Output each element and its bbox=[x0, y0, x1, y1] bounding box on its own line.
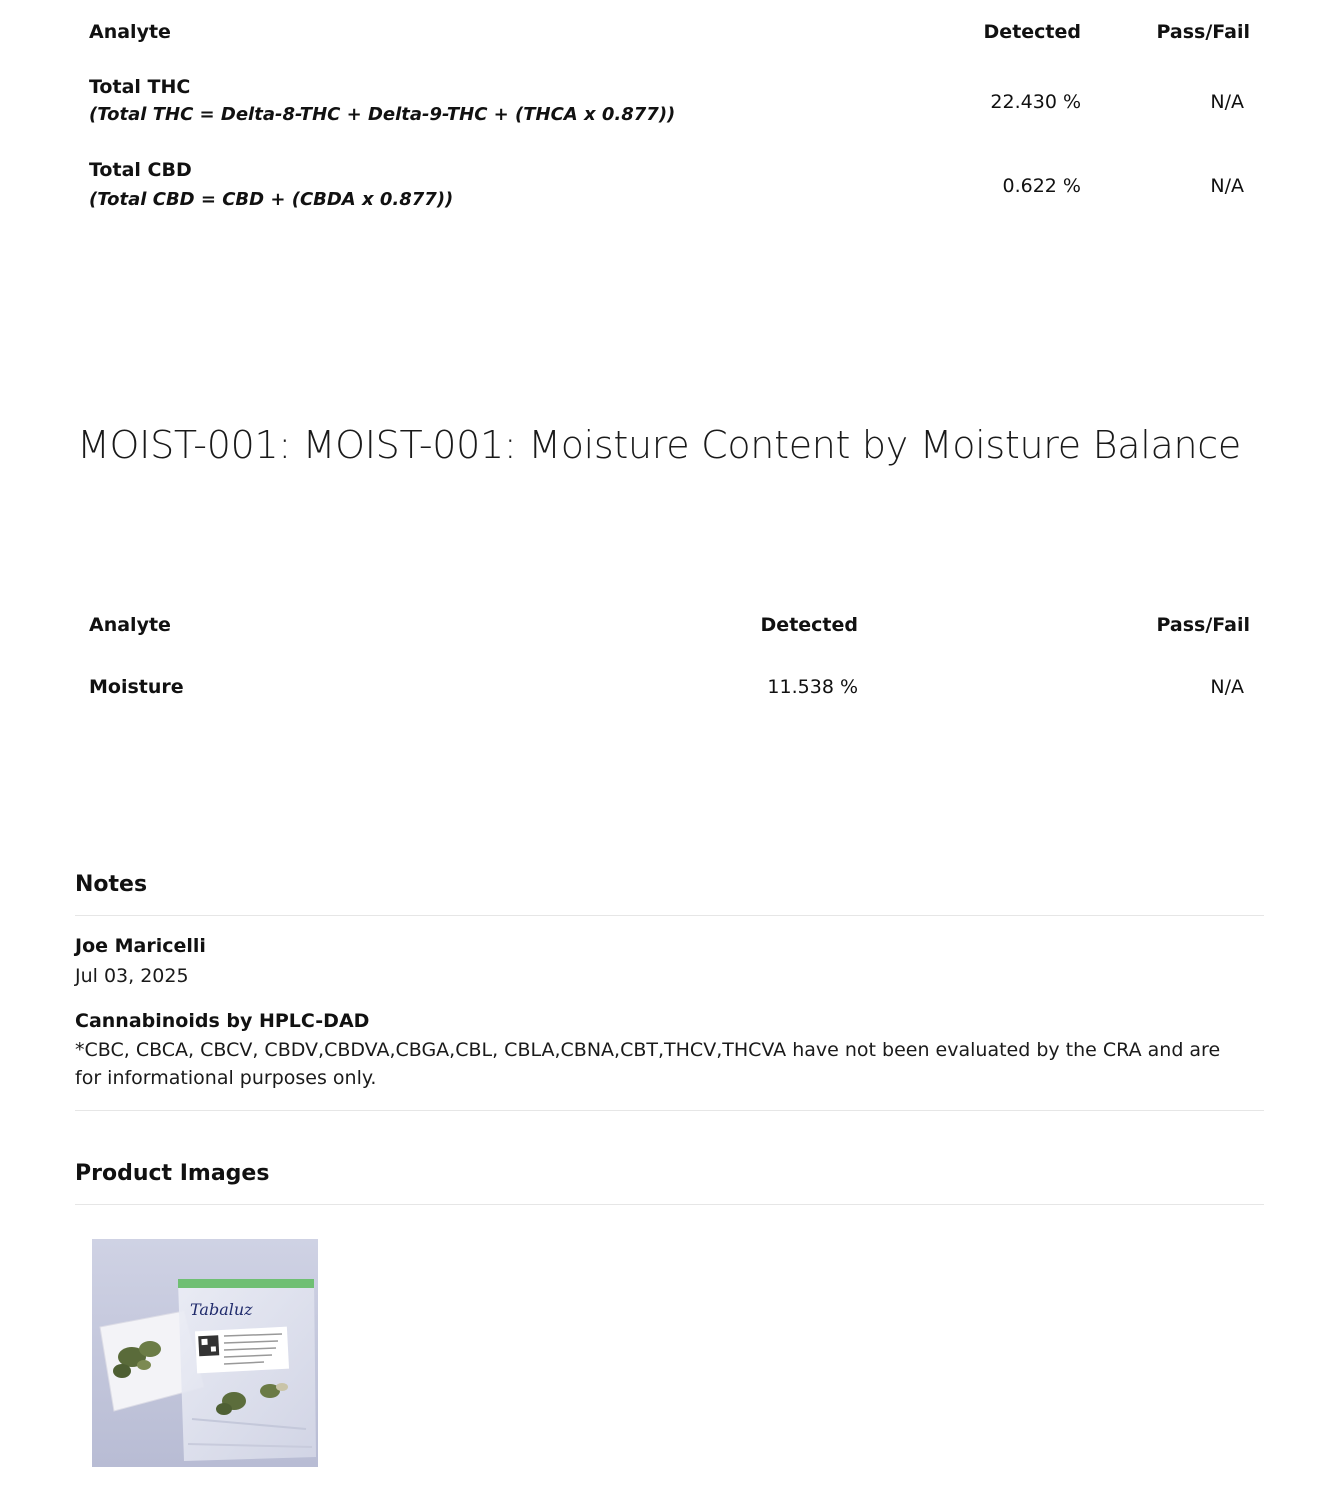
pass-fail-value: N/A bbox=[1210, 91, 1244, 113]
detected-value: 22.430 % bbox=[990, 91, 1081, 113]
analyte-name: Total CBD bbox=[89, 159, 192, 181]
detected-value: 0.622 % bbox=[1002, 175, 1081, 197]
pass-fail-header: Pass/Fail bbox=[1156, 614, 1250, 636]
product-photo-icon[interactable] bbox=[92, 1239, 318, 1467]
note-heading: Cannabinoids by HPLC-DAD bbox=[75, 1010, 370, 1032]
note-body: *CBC, CBCA, CBCV, CBDV,CBDVA,CBGA,CBL, CBLA,CBNA,CBT,THCV,THCVA have not been evaluated by the CRA and are for informational purposes only. bbox=[75, 1039, 1221, 1089]
section-title: MOIST-001: MOIST-001: Moisture Content by Moisture Balance bbox=[77, 423, 1241, 467]
product-images-divider bbox=[75, 1204, 1264, 1205]
analyte-name: Total THC bbox=[89, 76, 191, 98]
detected-header: Detected bbox=[983, 21, 1081, 43]
pass-fail-value: N/A bbox=[1210, 676, 1244, 698]
pass-fail-header: Pass/Fail bbox=[1156, 21, 1250, 43]
analyte-formula: (Total THC = Delta-8-THC + Delta-9-THC + (THCA x 0.877)) bbox=[89, 104, 676, 125]
notes-divider bbox=[75, 915, 1264, 916]
analyte-formula: (Total CBD = CBD + (CBDA x 0.877)) bbox=[89, 189, 454, 210]
note-author: Joe Maricelli bbox=[75, 935, 206, 957]
analyte-name: Moisture bbox=[89, 676, 184, 698]
pass-fail-value: N/A bbox=[1210, 175, 1244, 197]
analyte-header: Analyte bbox=[89, 614, 171, 636]
bag-label: Tabaluz bbox=[190, 1300, 253, 1319]
product-images-title: Product Images bbox=[75, 1161, 270, 1186]
analyte-header: Analyte bbox=[89, 21, 171, 43]
detected-value: 11.538 % bbox=[767, 676, 858, 698]
notes-bottom-divider bbox=[75, 1110, 1264, 1111]
detected-header: Detected bbox=[760, 614, 858, 636]
note-date: Jul 03, 2025 bbox=[75, 965, 189, 987]
notes-title: Notes bbox=[75, 872, 148, 897]
